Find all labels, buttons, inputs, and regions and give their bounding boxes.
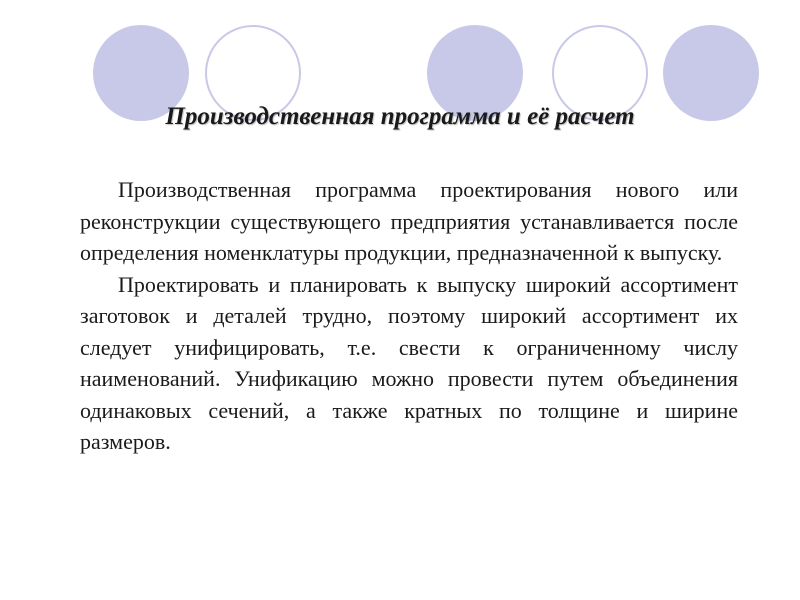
slide-body <box>80 174 738 458</box>
body-paragraph: Проектировать и планировать к выпуску широкий ассортимент заготовок и деталей трудно, поэтому широкий ассортимент их следует унифицировать, т.е. свести к ограниченному числу наименований. Унификацию можно провести путем объединения одинаковых сечений, а также кратных по толщине и ширине размеров. <box>80 271 738 454</box>
body-paragraph: Производственная программа проектирования нового или реконструкции существующего предприятия устанавливается после определения номенклатуры продукции, предназначенной к выпуску. <box>80 177 738 265</box>
slide-title: Производственная программа и её расчет <box>165 103 635 130</box>
